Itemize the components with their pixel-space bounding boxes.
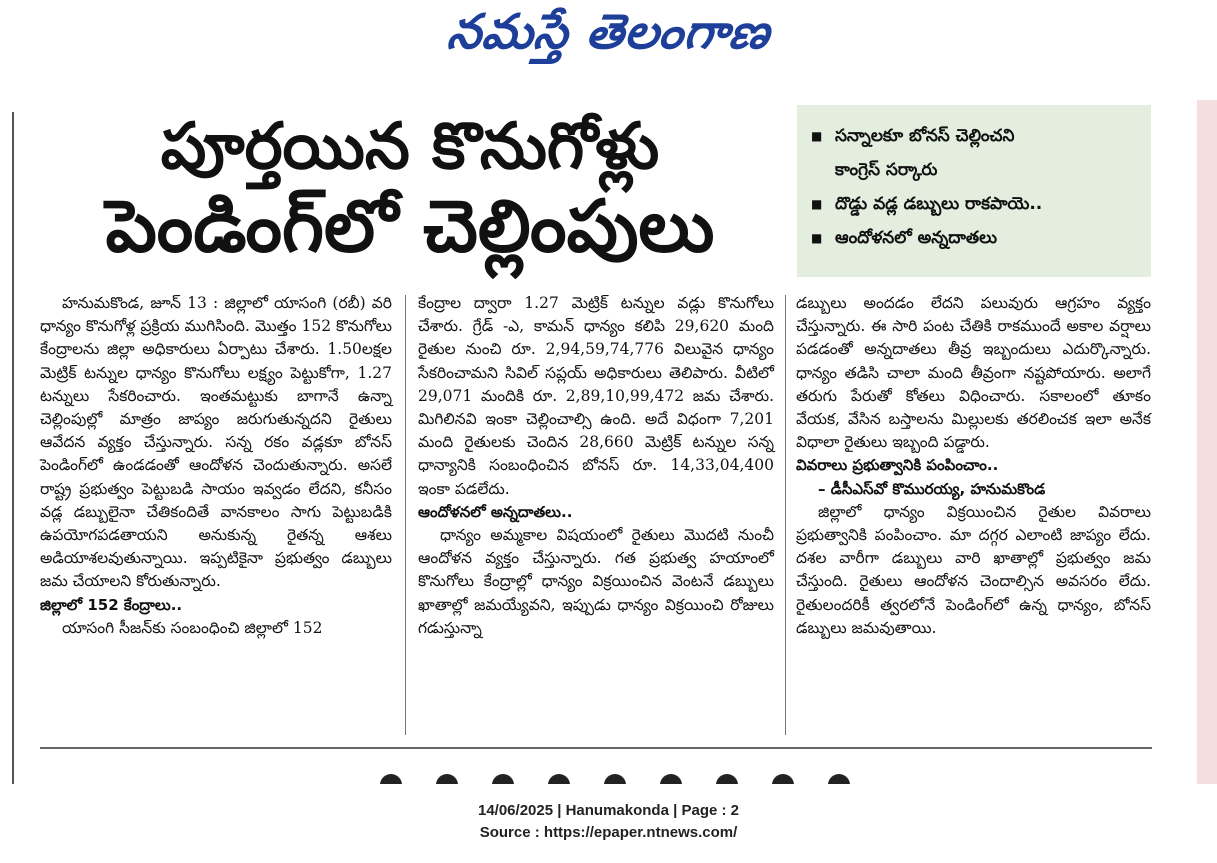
headline-line-1: పూర్తయిన కొనుగోళ్లు bbox=[160, 110, 660, 184]
column-1-paragraph-2: యాసంగి సీజన్‌కు సంబంధించి జిల్లాలో 152 bbox=[62, 618, 323, 637]
next-headline-cutoff bbox=[380, 770, 940, 784]
column-divider-1 bbox=[405, 295, 406, 735]
article-column-1 bbox=[40, 292, 392, 640]
column-1-subheading: జిల్లాలో 152 కేంద్రాలు.. bbox=[40, 595, 183, 614]
highlight-item-1-continued: కాంగ్రెస్ సర్కారు bbox=[835, 160, 938, 180]
footer-edition-info: 14/06/2025 | Hanumakonda | Page : 2 bbox=[477, 802, 739, 819]
article-column-2 bbox=[418, 292, 774, 640]
column-1-paragraph-1: హనుమకొండ, జూన్ 13 : జిల్లాలో యాసంగి (రబీ) వరి ధాన్యం కొనుగోళ్ల ప్రక్రియ ముగిసింది. మొత్తం 152 కొనుగోలు కేంద్రాలను జిల్లా అధికారులు ఏర్పాటు చేశారు. 1.50లక్షల మెట్రిక్ టన్నుల ధాన్యం కొనుగోలు లక్ష్యం పెట్టుకోగా, 1.27 టన్నులు సేకరించారు. ఇంతమట్టుకు బాగానే ఉన్నా చెల్లింపుల్లో మాత్రం జాప్యం జరుగుతున్నదని రైతులు ఆవేదన వ్యక్తం చేస్తున్నారు. సన్న రకం వడ్లకూ బోనస్ పెండింగ్‌లో ఉండడంతో ఆందోళన చెందుతున్నారు. అసలే రాష్ట్ర ప్రభుత్వం పెట్టుబడి సాయం ఇవ్వడం లేదని, కనీసం వడ్ల డబ్బులైనా చేతికందితే వానకాలం సాగు పెట్టుబడికి ఉపయోగపడతాయని అనుకున్న రైతన్న ఆశలు అడియాశలవుతున్నాయి. ఇప్పటికైనా ప్రభుత్వం డబ్బులు జమ చేయాలని కోరుతున్నారు. bbox=[40, 294, 392, 591]
highlight-item-2: ■ దొడ్డు వడ్ల డబ్బులు రాకపాయె.. bbox=[811, 187, 1141, 221]
highlight-item-3: ■ ఆందోళనలో అన్నదాతలు bbox=[811, 221, 1141, 255]
column-divider-2 bbox=[785, 295, 786, 735]
footer-source: Source : https://epaper.ntnews.com/ bbox=[479, 824, 738, 841]
column-3-subheading: వివరాలు ప్రభుత్వానికి పంపించాం.. bbox=[796, 456, 999, 475]
headline-line-2: పెండింగ్‌లో చెల్లింపులు bbox=[105, 184, 715, 268]
newspaper-logo: నమస్తే తెలంగాణ bbox=[444, 4, 774, 60]
column-3-byline: – డీసీఎస్‌వో కొమురయ్య, హనుమకొండ bbox=[818, 479, 1046, 498]
column-3-paragraph-1: డబ్బులు అందడం లేదని పలువురు ఆగ్రహం వ్యక్తం చేస్తున్నారు. ఈ సారి పంట చేతికి రాకముందే అకాల వర్షాలు పడడంతో అన్నదాతలు తీవ్ర ఇబ్బందులు ఎదుర్కొన్నారు. ధాన్యం తడిసి చాలా మంది తీవ్రంగా నష్టపోయారు. అలాగే తరుగు పేరుతో కోతలు విధించారు. సకాలంలో తూకం వేయక, వేసిన బస్తాలను మిల్లులకు తరలించక ఇలా అనేక విధాలా రైతులు ఇబ్బంది పడ్డారు. bbox=[796, 294, 1151, 452]
left-column-rule bbox=[12, 112, 14, 784]
article-bottom-rule bbox=[40, 747, 1152, 749]
column-2-subheading: ఆందోళనలో అన్నదాతలు.. bbox=[418, 502, 573, 521]
adjacent-article-strip bbox=[1197, 100, 1217, 784]
column-2-paragraph-1: కేంద్రాల ద్వారా 1.27 మెట్రిక్ టన్నుల వడ్లు కొనుగోలు చేశారు. గ్రేడ్ -ఎ, కామన్ ధాన్యం కలిపి 29,620 మంది రైతుల నుంచి రూ. 2,94,59,74,776 విలువైన ధాన్యం సేకరించామని సివిల్ సప్లయ్ అధికారులు తెలిపారు. వీటిలో 29,071 మందికి రూ. 2,89,10,99,472 జమ చేశారు. మిగిలినవి ఇంకా చెల్లించాల్సి ఉంది. అదే విధంగా 7,201 మంది రైతులకు చెందిన 28,660 మెట్రిక్ టన్నుల సన్న ధాన్యానికి సంబంధించిన బోనస్ రూ. 14,33,04,400 ఇంకా పడలేదు. bbox=[418, 294, 774, 498]
masthead bbox=[0, 0, 1217, 80]
highlight-item-1: ■ సన్నాలకూ బోనస్ చెల్లించని bbox=[811, 119, 1141, 153]
article-column-3 bbox=[796, 292, 1151, 640]
column-3-paragraph-2: జిల్లాలో ధాన్యం విక్రయించిన రైతుల వివరాలు ప్రభుత్వానికి పంపించాం. మా దగ్గర ఎలాంటి జాప్యం లేదు. దశల వారీగా డబ్బులు వారి ఖాతాల్లో ప్రభుత్వం జమ చేస్తుంది. రైతులు ఆందోళన చెందాల్సిన అవసరం లేదు. రైతులందరికీ త్వరలోనే పెండింగ్‌లో ఉన్న ధాన్యం, బోనస్ డబ్బులు జమవుతాయి. bbox=[796, 502, 1151, 637]
headline bbox=[40, 110, 780, 268]
page-footer bbox=[0, 800, 1217, 844]
column-2-paragraph-2: ధాన్యం అమ్మకాల విషయంలో రైతులు మొదటి నుంచీ ఆందోళన వ్యక్తం చేస్తున్నారు. గత ప్రభుత్వ హయాంలో కొనుగోలు కేంద్రాల్లో ధాన్యం విక్రయించిన వెంటనే డబ్బులు ఖాతాల్లో జమయ్యేవని, ఇప్పుడు ధాన్యం విక్రయించి రోజులు గడుస్తున్నా bbox=[418, 526, 774, 637]
highlights-box bbox=[797, 105, 1151, 277]
